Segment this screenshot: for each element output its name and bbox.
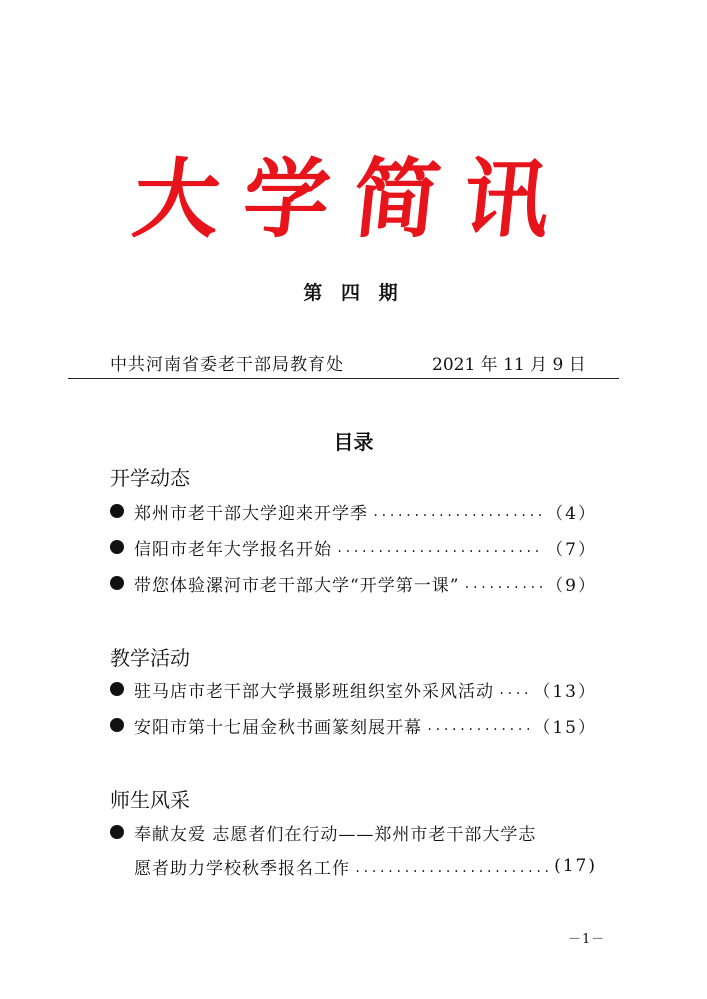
dot-leader [426,719,529,738]
header-rule [68,378,619,379]
entry-title: 带您体验漯河市老干部大学“开学第一课” [134,575,460,596]
entry-title: 安阳市第十七届金秋书画篆刻展开幕 [134,717,422,738]
entry-page: （4） [546,503,597,524]
entry-title: 驻马店市老干部大学摄影班组织室外采风活动 [134,681,494,702]
page-number: －1－ [568,932,606,947]
dot-leader [336,541,542,560]
entry-page: （15） [533,717,597,738]
bullet-icon [110,682,124,696]
dot-leader [463,577,542,596]
dot-leader [498,683,529,702]
entry-page: （7） [546,539,597,560]
entry-title-line2: 愿者助力学校秋季报名工作 [134,858,350,879]
toc-entry[interactable] [110,818,597,880]
toc-entry[interactable] [110,712,597,738]
bullet-icon [110,825,124,839]
bullet-icon [110,576,124,590]
entry-title-line1: 奉献友爱 志愿者们在行动——郑州市老干部大学志 [134,824,537,845]
bullet-icon [110,540,124,554]
entry-title: 信阳市老年大学报名开始 [134,539,332,560]
dot-leader [354,861,550,880]
publisher: 中共河南省委老干部局教育处 [110,355,344,375]
masthead-title: 大学简讯 [128,149,579,250]
entry-page: （9） [546,575,597,596]
toc-title: 目录 [333,430,374,454]
issue-label: 第 四 期 [303,282,404,304]
bullet-icon [110,718,124,732]
toc-entry[interactable] [110,570,597,596]
entry-page: （13） [533,681,597,702]
publication-date: 2021 年 11 月 9 日 [432,355,586,375]
entry-page: (17) [554,856,597,876]
entry-title: 郑州市老干部大学迎来开学季 [134,503,368,524]
toc-entry[interactable] [110,676,597,702]
section-heading: 开学动态 [110,466,190,490]
toc-entry[interactable] [110,534,597,560]
toc-entry[interactable] [110,498,597,524]
bullet-icon [110,504,124,518]
dot-leader [372,505,542,524]
section-heading: 教学活动 [110,646,190,670]
section-heading: 师生风采 [110,788,190,812]
